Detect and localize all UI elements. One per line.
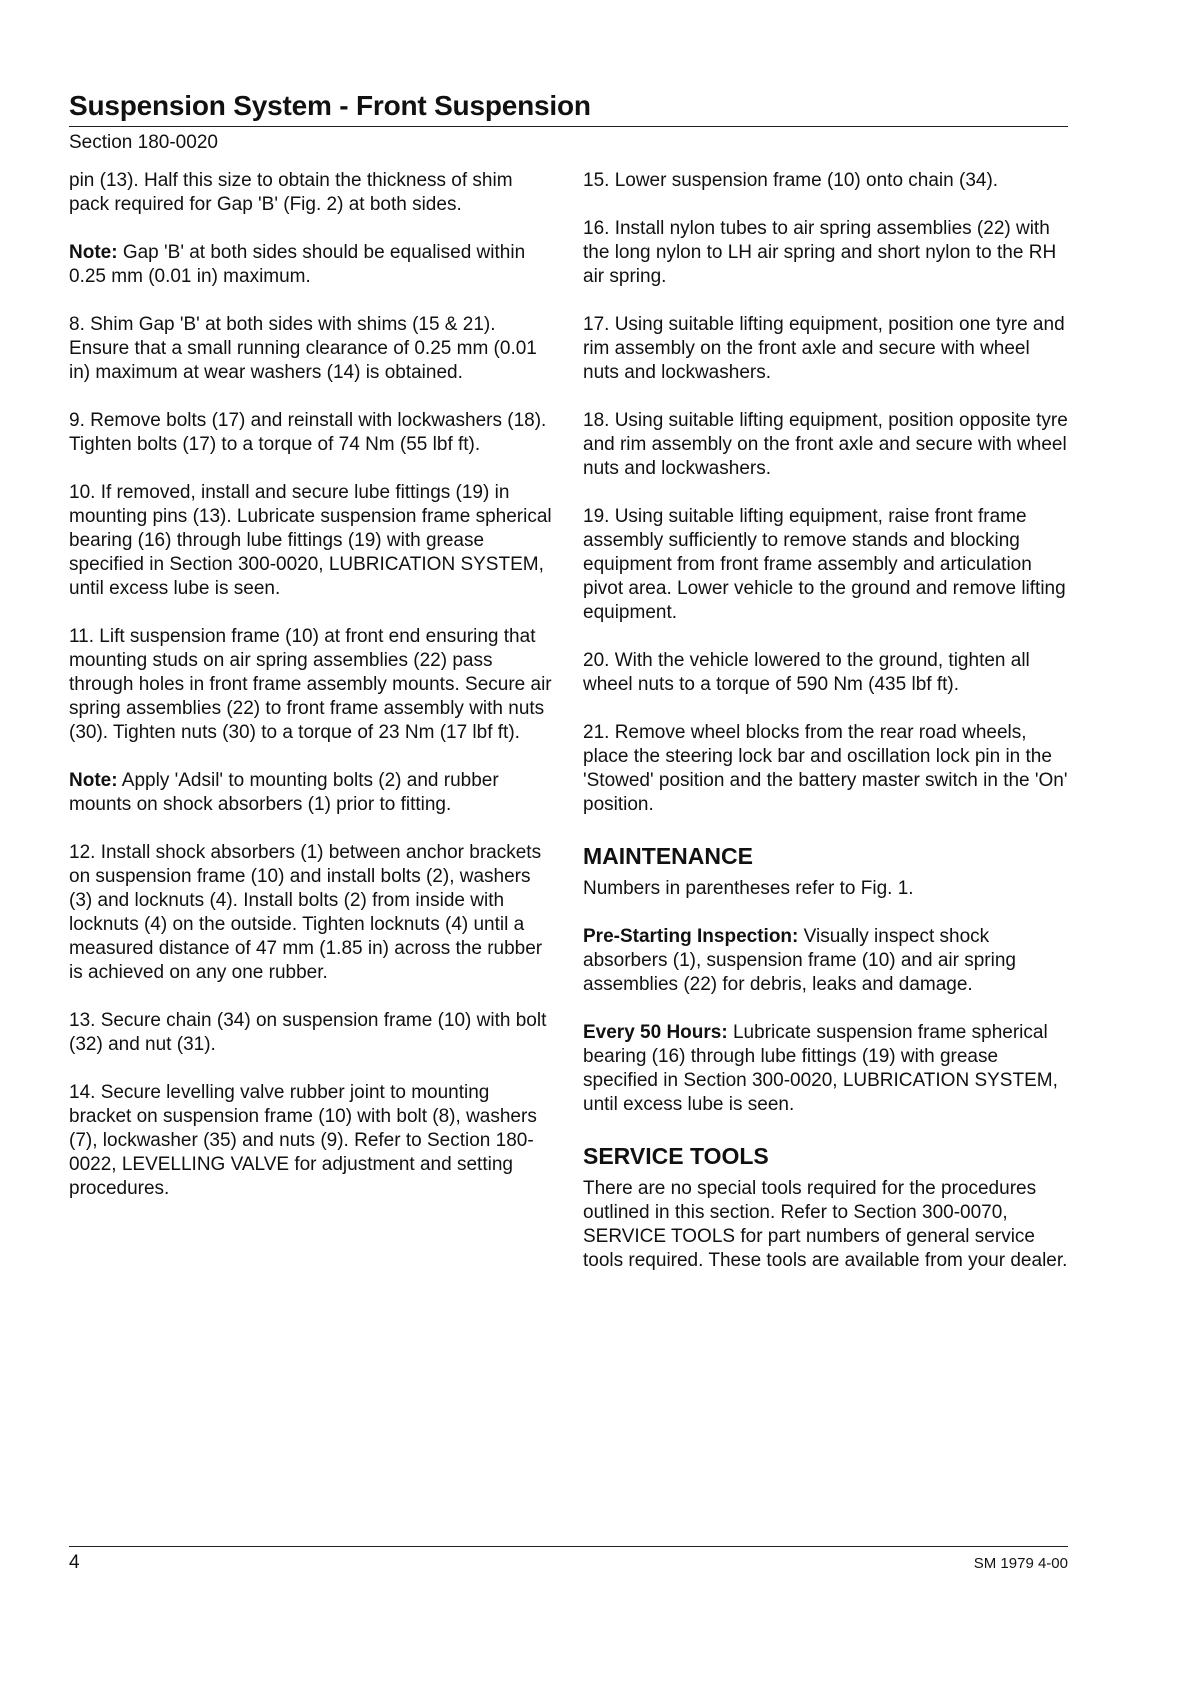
note-text: Gap 'B' at both sides should be equalised within 0.25 mm (0.01 in) maximum. (69, 242, 526, 287)
step-11: 11. Lift suspension frame (10) at front end ensuring that mounting studs on air spring assemblies (22) pass through holes in front frame assembly mounts. Secure air spring assemblies (22) to front frame assembly with nuts (30). Tighten nuts (30) to a torque of 23 Nm (17 lbf ft). (69, 626, 552, 743)
service-tools-text: There are no special tools required for the procedures outlined in this section. Refer to Section 300-0070, SERVICE TOOLS for part numbers of general service tools required. These tools are available from your dealer. (583, 1178, 1068, 1271)
section-reference: Section 180-0020 (69, 132, 218, 153)
step-18: 18. Using suitable lifting equipment, position opposite tyre and rim assembly on the front axle and secure with wheel nuts and lockwashers. (583, 410, 1068, 479)
note-label: Note: (69, 242, 118, 263)
document-page (69, 0, 1068, 1684)
page-number: 4 (69, 1552, 80, 1573)
step-13: 13. Secure chain (34) on suspension frame (10) with bolt (32) and nut (31). (69, 1010, 547, 1055)
service-tools-heading: SERVICE TOOLS (583, 1143, 769, 1169)
every-50-hours (583, 1021, 1068, 1117)
interval-label: Every 50 Hours: (583, 1022, 728, 1043)
step-19: 19. Using suitable lifting equipment, raise front frame assembly sufficiently to remove stands and blocking equipment from front frame assembly and articulation pivot area. Lower vehicle to the ground and remove lifting equipment. (583, 506, 1066, 623)
step-15: 15. Lower suspension frame (10) onto chain (34). (583, 170, 999, 191)
step-21: 21. Remove wheel blocks from the rear road wheels, place the steering lock bar and oscillation lock pin in the 'Stowed' position and the battery master switch in the 'On' position. (583, 722, 1068, 815)
right-column (583, 169, 1068, 1297)
left-column (69, 169, 554, 1225)
step-14: 14. Secure levelling valve rubber joint to mounting bracket on suspension frame (10) with bolt (8), washers (7), lockwasher (35) and nuts (9). Refer to Section 180-0022, LEVELLING VALVE for adjustment and setting procedures. (69, 1082, 537, 1199)
step-8: 8. Shim Gap 'B' at both sides with shims (15 & 21). Ensure that a small running clearance of 0.25 mm (0.01 in) maximum at wear washers (14) is obtained. (69, 314, 537, 383)
interval-text: Lubricate suspension frame spherical bearing (16) through lube fittings (19) with grease specified in Section 300-0020, LUBRICATION SYSTEM, until excess lube is seen. (583, 1022, 1058, 1115)
step-9: 9. Remove bolts (17) and reinstall with lockwashers (18). Tighten bolts (17) to a torque of 74 Nm (55 lbf ft). (69, 410, 547, 455)
header-rule (69, 126, 1068, 127)
step-16: 16. Install nylon tubes to air spring assemblies (22) with the long nylon to LH air spring and short nylon to the RH air spring. (583, 218, 1057, 287)
maintenance-intro: Numbers in parentheses refer to Fig. 1. (583, 878, 914, 899)
note-label: Note: (69, 770, 118, 791)
document-code: SM 1979 4-00 (973, 1555, 1068, 1572)
step-20: 20. With the vehicle lowered to the ground, tighten all wheel nuts to a torque of 590 Nm (435 lbf ft). (583, 650, 1030, 695)
step-10: 10. If removed, install and secure lube fittings (19) in mounting pins (13). Lubricate suspension frame spherical bearing (16) through lube fittings (19) with grease specified in Section 300-0020, LUBRICATION SYSTEM, until excess lube is seen. (69, 482, 552, 599)
inspection-label: Pre-Starting Inspection: (583, 926, 799, 947)
note-adsil (69, 769, 554, 817)
step-12: 12. Install shock absorbers (1) between anchor brackets on suspension frame (10) and install bolts (2), washers (3) and locknuts (4). Install bolts (2) from inside with locknuts (4) on the outside. Tighten locknuts (4) until a measured distance of 47 mm (1.85 in) across the rubber is achieved on any one rubber. (69, 842, 543, 983)
paragraph-continuation: pin (13). Half this size to obtain the thickness of shim pack required for Gap 'B' (Fig. 2) at both sides. (69, 170, 513, 215)
inspection-text: Visually inspect shock absorbers (1), suspension frame (10) and air spring assemblies (22) for debris, leaks and damage. (583, 926, 1016, 995)
note-gap-b (69, 241, 554, 289)
page-title: Suspension System - Front Suspension (69, 90, 591, 121)
note-text: Apply 'Adsil' to mounting bolts (2) and rubber mounts on shock absorbers (1) prior to fitting. (69, 770, 499, 815)
footer-rule (69, 1546, 1068, 1547)
step-17: 17. Using suitable lifting equipment, position one tyre and rim assembly on the front axle and secure with wheel nuts and lockwashers. (583, 314, 1065, 383)
pre-starting-inspection (583, 925, 1068, 997)
maintenance-heading: MAINTENANCE (583, 843, 753, 869)
